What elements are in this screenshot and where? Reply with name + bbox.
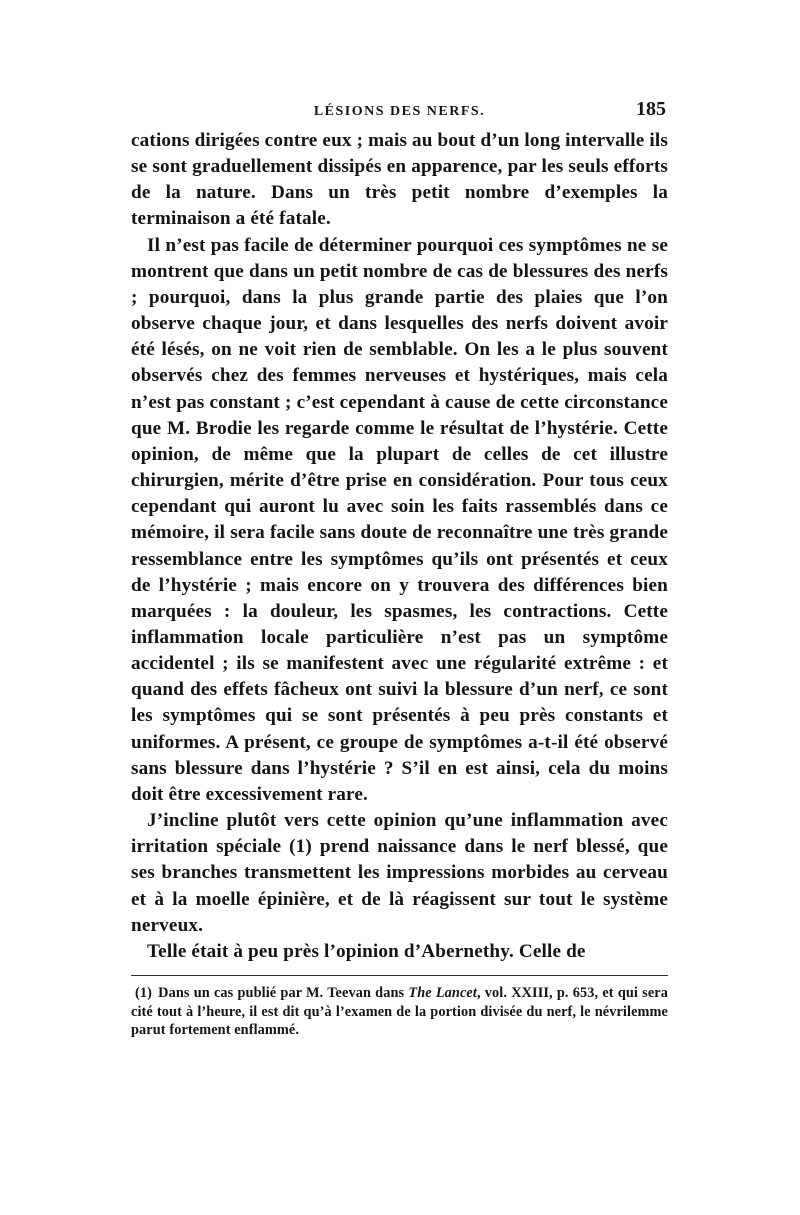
footnote-journal: The Lancet [408,985,477,1001]
footnote [131,984,668,1040]
page-number: 185 [636,98,666,120]
paragraph-3: J’incline plutôt vers cette opinion qu’une inflammation avec irritation spéciale (1) prend naissance dans le nerf blessé, que ses branches transmettent les impressions morbides au cerveau et à la moelle épinière, et de là réagissent sur tout le système nerveux. [131,810,668,936]
footnote-marker: (1) [135,985,152,1001]
paragraph-4: Telle était à peu près l’opinion d’Abernethy. Celle de [147,940,586,962]
paragraph-1: cations dirigées contre eux ; mais au bout d’un long intervalle ils se sont graduellement dissipés en apparence, par les seuls efforts de la nature. Dans un très petit nombre d’exemples la terminaison a été fatale. [131,130,668,230]
footnote-text-before: Dans un cas publié par M. Teevan dans [158,985,405,1001]
running-header [131,98,668,128]
footnote-divider [131,975,668,976]
footnote-text-after: , vol. XXIII, p. 653, et qui sera cité tout à l’heure, il est dit qu’à l’examen de la portion divisée du nerf, le névrilemme parut fortement enflammé. [131,985,668,1038]
book-page [131,98,668,1040]
paragraph-2: Il n’est pas facile de déterminer pourquoi ces symptômes ne se montrent que dans un petit nombre de cas de blessures des nerfs ; pourquoi, dans la plus grande partie des plaies que l’on observe chaque jour, et dans lesquelles des nerfs doivent avoir été lésés, on ne voit rien de semblable. On les a le plus souvent observés chez des femmes nerveuses et hystériques, mais cela n’est pas constant ; c’est cependant à cause de cette circonstance que M. Brodie les regarde comme le résultat de l’hystérie. Cette opinion, de même que la plupart de celles de cet illustre chirurgien, mérite d’être prise en considération. Pour tous ceux cependant qui auront lu avec soin les faits rassemblés dans ce mémoire, il sera facile sans doute de reconnaître une très grande ressemblance entre les symptômes qu’ils ont présentés et ceux de l’hystérie ; mais encore on y trouvera des différences bien marquées : la douleur, les spasmes, les contractions. Cette inflammation locale particulière n’est pas un symptôme accidentel ; ils se manifestent avec une régularité extrême : et quand des effets fâcheux ont suivi la blessure d’un nerf, ce sont les symptômes qui se sont présentés à peu près constants et uniformes. A présent, ce groupe de symptômes a-t-il été observé sans blessure dans l’hystérie ? S’il en est ainsi, cela du moins doit être excessivement rare. [131,234,668,805]
body-text [131,128,668,965]
running-title: LÉSIONS DES NERFS. [313,104,486,119]
